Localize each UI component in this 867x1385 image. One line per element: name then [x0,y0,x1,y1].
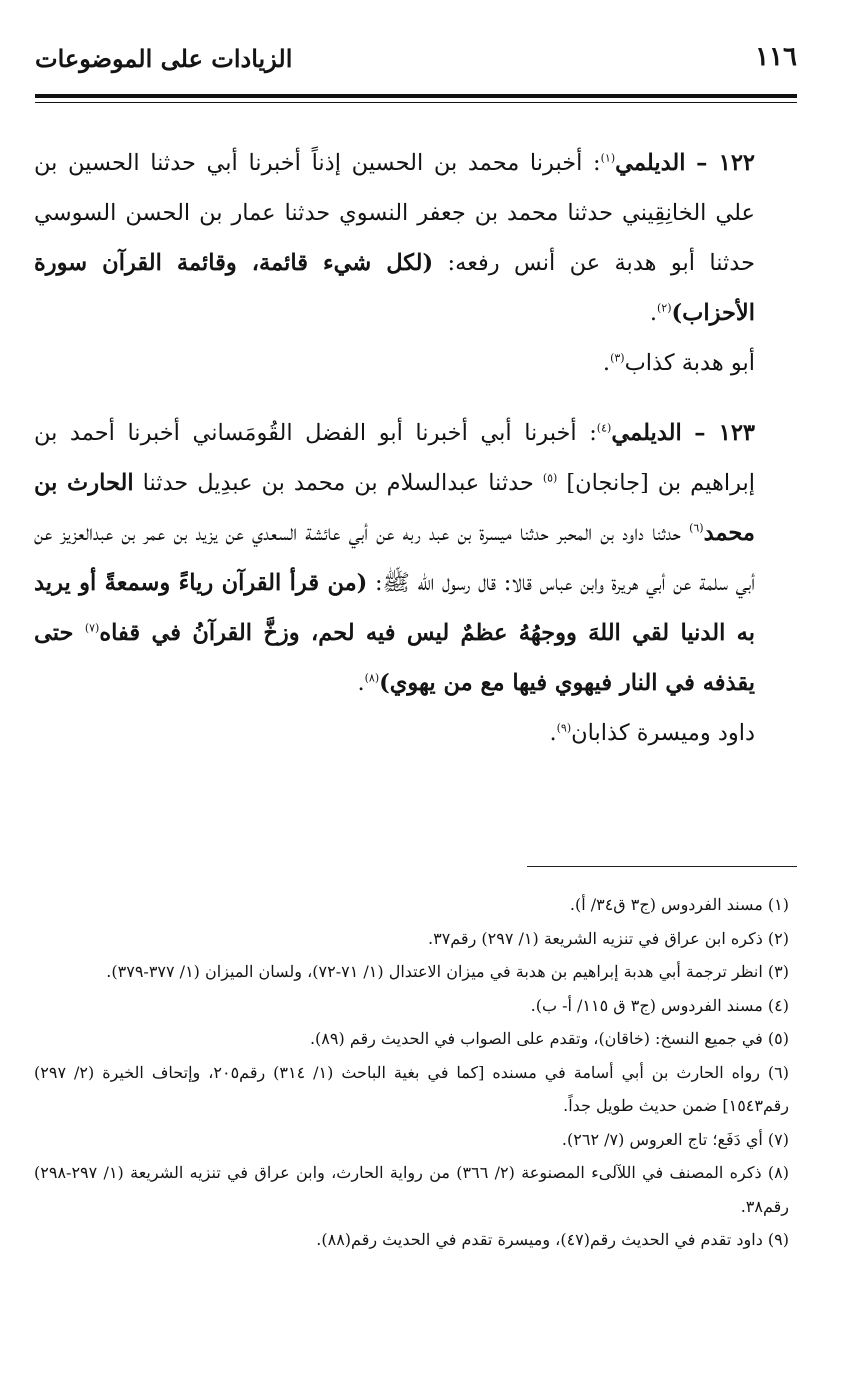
matn-text: حتى يقذفه في النار فيهوي فيها مع من يهوي) [34,620,755,696]
footnote-ref: (٢) [656,301,672,315]
header-rule-thick [35,94,797,98]
main-text [34,138,797,758]
footnote-ref: (٤) [596,421,612,435]
footnote: (٧) أي دَفَع؛ تاج العروس (٧/ ٢٦٢). [561,1129,789,1149]
end-punct: . [549,720,557,746]
comment-text: أبو هدبة كذاب [624,350,755,376]
footnote-ref: (٣) [610,351,625,365]
footnote-separator [527,866,797,867]
paragraph-gap [34,388,797,408]
footnote: (٦) رواه الحارث بن أبي أسامة في مسنده [كما في بغية الباحث (١/ ٣١٤) رقم٢٠٥، وإتحاف الخيرة (٢/ ٢٩٧) رقم١٥٤٣] ضمن حديث طويل جداً. [34,1062,789,1115]
source-name: الديلمي [615,150,686,176]
footnotes [34,888,797,1257]
footnote: (٩) داود تقدم في الحديث رقم(٤٧)، وميسرة تقدم في الحديث رقم(٨٨). [316,1230,789,1249]
end-punct: . [602,350,611,376]
page-header [35,42,797,88]
end-punct: . [649,300,657,326]
matn-text: (من قرأ القرآن رياءً وسمعةً أو يريد به الدنيا لقي اللهَ ووجهُهُ عظمٌ ليس فيه لحم، وزخَّ القرآنُ في قفاه [34,570,755,646]
hadith-123 [34,408,797,708]
isnad-text: حدثنا داود بن المحبر حدثنا ميسرة بن عبد ربه عن أبي عائشة السعدي عن يزيد بن عمر بن عبدالعزيز عن أبي سلمة عن أبي هريرة وابن عباس قالا: قال رسول الله ﷺ: [34,520,755,596]
hadith-number: ١٢٢ – [696,150,755,176]
narrator-name: الحارث بن محمد [34,470,755,546]
isnad-text: : أخبرنا أبي أخبرنا أبو الفضل القُومَساني أخبرنا أحمد بن إبراهيم بن [جانجان] [34,420,755,496]
matn-text: (لكل شيء قائمة، وقائمة القرآن سورة الأحزاب) [34,250,755,326]
isnad-text: : أخبرنا محمد بن الحسين إذناً أخبرنا أبي حدثنا الحسين بن علي الخانِقِيني حدثنا محمد بن جعفر النسوي حدثنا عمار بن الحسن السوسي حدثنا أبو هدبة عن أنس رفعه: [34,150,755,276]
footnote: (٢) ذكره ابن عراق في تنزيه الشريعة (١/ ٢٩٧) رقم٣٧. [428,928,789,948]
page-number: ١١٦ [755,42,797,72]
hadith-122-comment [34,338,797,388]
hadith-122 [34,138,797,338]
footnote: (١) مسند الفردوس (ج٣ ق٣٤/ أ). [569,895,789,914]
footnote-ref: (٦) [689,521,704,535]
footnote: (٣) انظر ترجمة أبي هدبة إبراهيم بن هدبة في ميزان الاعتدال (١/ ٧١-٧٢)، ولسان الميزان (١/ ٣٧٧-٣٧٩). [106,962,789,981]
footnote: (٨) ذكره المصنف في اللآلىء المصنوعة (٢/ ٣٦٦) من رواية الحارث، وابن عراق في تنزيه الشريعة (١/ ٢٩٧-٢٩٨) رقم٣٨. [34,1163,790,1216]
footnote-ref: (٧) [84,621,100,635]
running-title: الزيادات على الموضوعات [35,44,293,73]
footnote-ref: (٥) [542,471,558,485]
footnote: (٥) في جميع النسخ: (خاقان)، وتقدم على الصواب في الحديث رقم (٨٩). [309,1029,789,1048]
hadith-number: ١٢٣ – [694,420,755,446]
end-punct: . [357,670,365,696]
footnote-ref: (٨) [364,671,380,685]
isnad-text: حدثنا عبدالسلام بن محمد بن عبدِيل حدثنا [133,470,543,496]
footnote-ref: (١) [600,151,616,165]
header-rule-thin [35,102,797,103]
footnote: (٤) مسند الفردوس (ج٣ ق ١١٥/ أ- ب). [530,995,789,1015]
comment-text: داود وميسرة كذابان [571,720,755,746]
footnote-ref: (٩) [556,721,572,735]
source-name: الديلمي [611,420,682,446]
hadith-123-comment [34,708,797,758]
